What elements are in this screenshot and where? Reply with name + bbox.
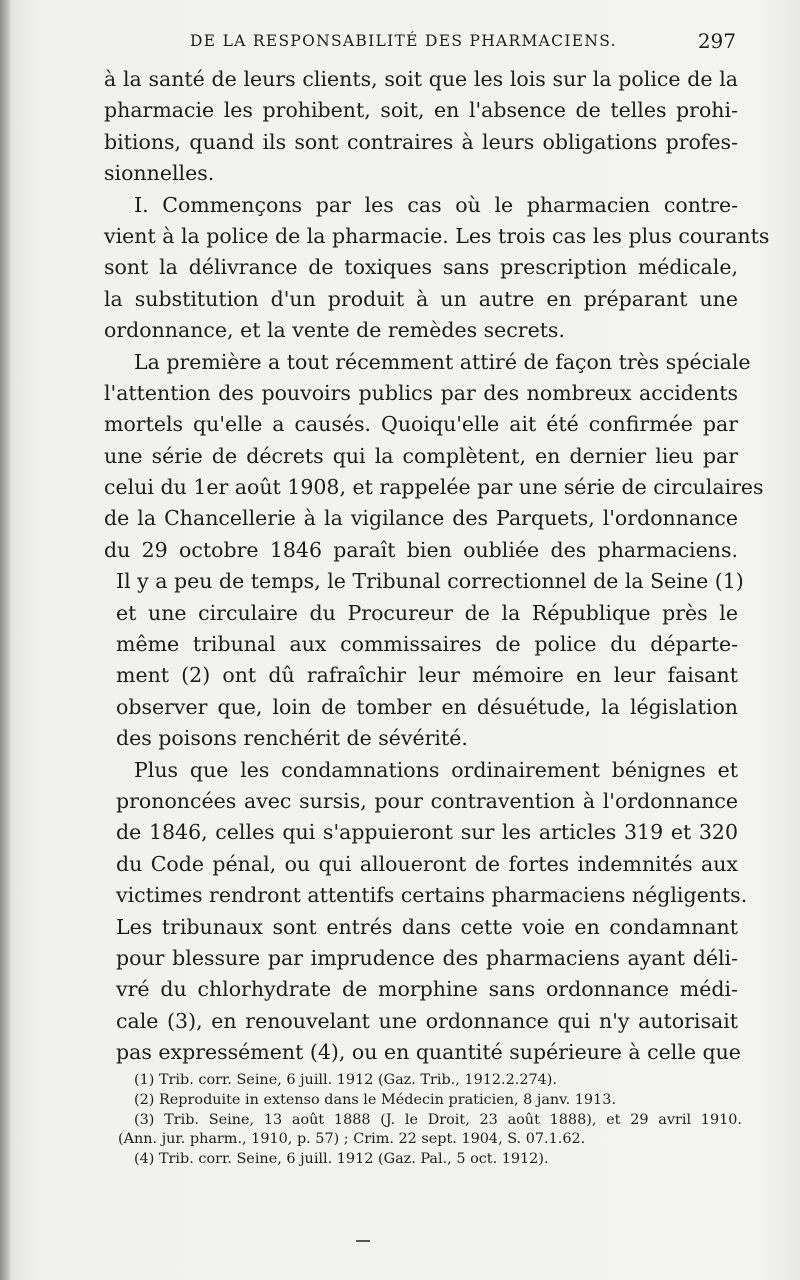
text-line: sont la délivrance de toxiques sans prescription médicale, (104, 255, 738, 280)
page-binding-edge (0, 0, 10, 1280)
text-line: pas expressément (4), ou en quantité supérieure à celle que (116, 1040, 741, 1065)
text-line: ordonnance, et la vente de remèdes secrets. (104, 318, 565, 343)
footnote: (2) Reproduite in extenso dans le Médecin praticien, 8 janv. 1913. (134, 1091, 616, 1108)
text-line: mortels qu'elle a causés. Quoiqu'elle ait été confirmée par (104, 412, 738, 437)
text-line: des poisons renchérit de sévérité. (116, 726, 468, 751)
paragraph-start-line: Plus que les condamnations ordinairement bénignes et (134, 757, 738, 782)
text-line: vient à la police de la pharmacie. Les trois cas les plus courants (104, 223, 770, 248)
footnote-continuation: (Ann. jur. pharm., 1910, p. 57) ; Crim. 22 sept. 1904, S. 07.1.62. (118, 1131, 586, 1148)
text-line: du Code pénal, ou qui alloueront de fortes indemnités aux (116, 851, 738, 876)
text-line: pour blessure par imprudence des pharmaciens ayant déli- (116, 945, 738, 970)
text-line: observer que, loin de tomber en désuétude, la législation (116, 694, 738, 719)
footnote: (4) Trib. corr. Seine, 6 juill. 1912 (Gaz. Pal., 5 oct. 1912). (134, 1151, 549, 1168)
text-line: l'attention des pouvoirs publics par des nombreux accidents (104, 380, 738, 405)
section-heading-line: I. Commençons par les cas où le pharmacien contre- (134, 192, 738, 217)
text-line: celui du 1er août 1908, et rappelée par une série de circulaires (104, 475, 764, 500)
text-line: sionnelles. (104, 161, 215, 186)
footnote: (1) Trib. corr. Seine, 6 juill. 1912 (Gaz. Trib., 1912.2.274). (134, 1072, 557, 1088)
footnote: (3) Trib. Seine, 13 août 1888 (J. le Droit, 23 août 1888), et 29 avril 1910. (134, 1111, 742, 1128)
text-line: vré du chlorhydrate de morphine sans ordonnance médi- (116, 977, 738, 1002)
text-line: du 29 octobre 1846 paraît bien oubliée des pharmaciens. (104, 537, 738, 562)
text-line: Les tribunaux sont entrés dans cette voie en condamnant (116, 914, 738, 939)
text-line: à la santé de leurs clients, soit que les lois sur la police de la (104, 67, 738, 91)
text-line: ment (2) ont dû rafraîchir leur mémoire en leur faisant (116, 663, 738, 688)
text-line: et une circulaire du Procureur de la République près le (116, 600, 738, 625)
text-line: cale (3), en renouvelant une ordonnance qui n'y autorisait (116, 1008, 738, 1033)
page-number: 297 (697, 29, 736, 53)
text-line: une série de décrets qui la complètent, en dernier lieu par (104, 443, 738, 468)
page-bottom-mark (356, 1240, 370, 1242)
text-line: victimes rendront attentifs certains pharmaciens négligents. (116, 883, 748, 908)
paragraph-start-line: La première a tout récemment attiré de façon très spéciale (134, 349, 751, 374)
text-line: même tribunal aux commissaires de police du départe- (116, 632, 738, 657)
text-line: bitions, quand ils sont contraires à leurs obligations profes- (104, 129, 738, 154)
running-title: DE LA RESPONSABILITÉ DES PHARMACIENS. (190, 32, 617, 50)
text-line: Il y a peu de temps, le Tribunal correctionnel de la Seine (1) (116, 569, 744, 594)
text-line: la substitution d'un produit à un autre en préparant une (104, 286, 738, 311)
footnotes (118, 1071, 742, 1170)
text-line: de la Chancellerie à la vigilance des Parquets, l'ordonnance (104, 506, 738, 531)
text-line: de 1846, celles qui s'appuieront sur les articles 319 et 320 (116, 820, 738, 845)
text-line: pharmacie les prohibent, soit, en l'absence de telles prohi- (104, 98, 738, 123)
running-head (0, 29, 800, 58)
body-text (104, 64, 770, 1069)
text-line: prononcées avec sursis, pour contravention à l'ordonnance (116, 788, 738, 813)
